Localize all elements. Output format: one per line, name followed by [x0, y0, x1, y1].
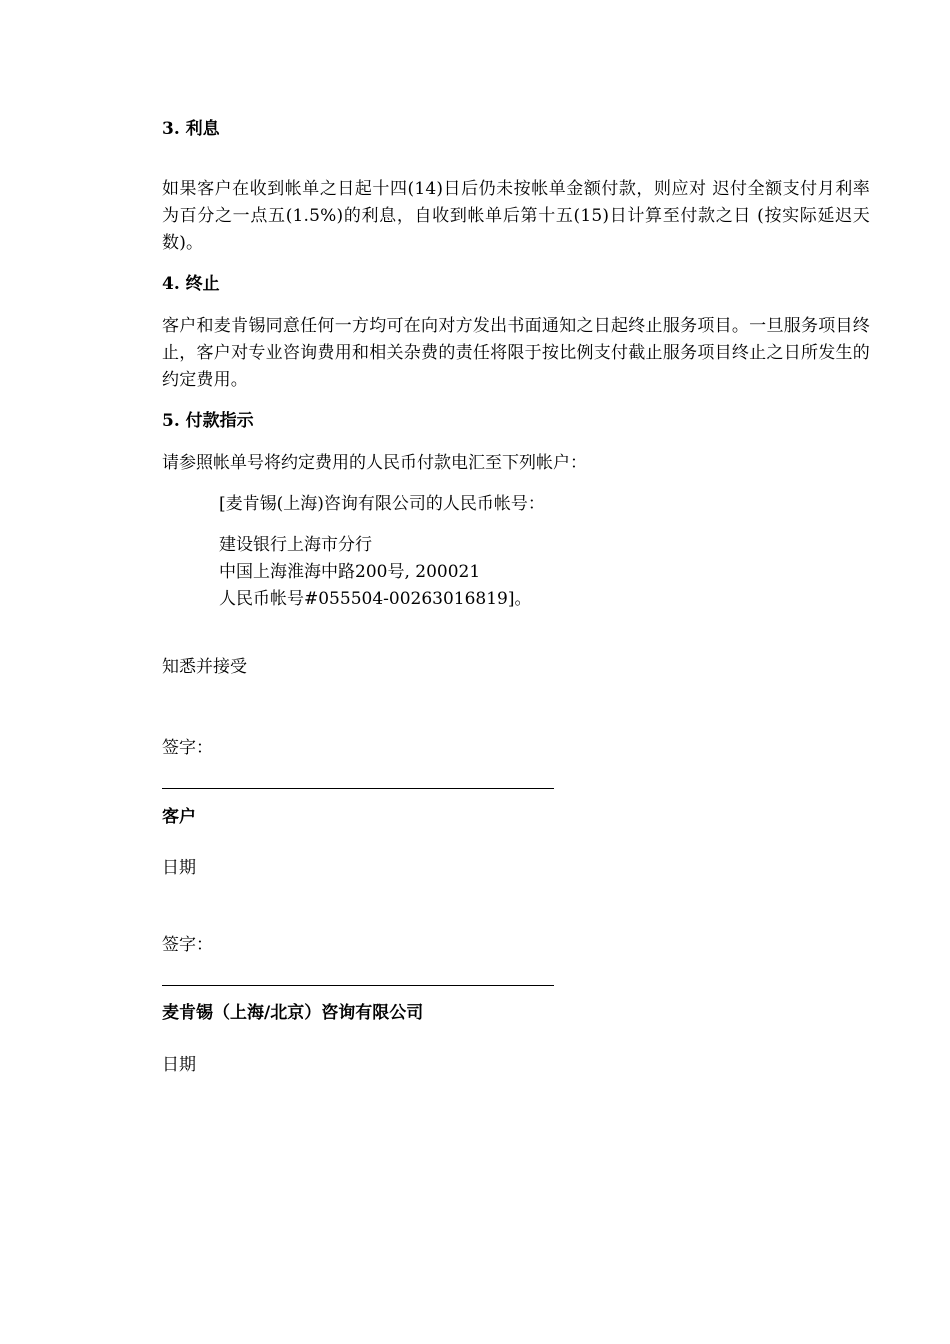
- company-signature-line: [162, 985, 554, 986]
- client-sign-label: 签字：: [162, 738, 213, 758]
- company-date-label: 日期: [162, 1055, 196, 1075]
- client-date-label: 日期: [162, 858, 196, 878]
- client-party-name: 客户: [162, 807, 196, 827]
- payment-heading: 5. 付款指示: [162, 411, 254, 431]
- acknowledgement-text: 知悉并接受: [162, 657, 247, 677]
- interest-paragraph: 如果客户在收到帐单之日起十四(14)日后仍未按帐单金额付款，则应对 迟付全额支付月利率为百分之一点五(1.5%)的利息，自收到帐单后第十五(15)日计算至付款之日 (按实际延迟天数)。: [162, 179, 870, 253]
- company-party-name: 麦肯锡（上海/北京）咨询有限公司: [162, 1003, 424, 1023]
- company-sign-label: 签字：: [162, 935, 213, 955]
- termination-paragraph: 客户和麦肯锡同意任何一方均可在向对方发出书面通知之日起终止服务项目。一旦服务项目终止，客户对专业咨询费用和相关杂费的责任将限于按比例支付截止服务项目终止之日所发生的约定费用。: [162, 316, 870, 390]
- account-title: [麦肯锡(上海)咨询有限公司的人民币帐号：: [219, 494, 545, 514]
- interest-heading: 3. 利息: [162, 119, 220, 139]
- bank-name: 建设银行上海市分行: [219, 535, 372, 555]
- bank-address: 中国上海淮海中路200号, 200021: [219, 562, 481, 582]
- termination-heading: 4. 终止: [162, 274, 220, 294]
- payment-intro: 请参照帐单号将约定费用的人民币付款电汇至下列帐户：: [162, 453, 587, 473]
- bank-account-number: 人民币帐号#055504-00263016819]。: [219, 589, 532, 609]
- client-signature-line: [162, 788, 554, 789]
